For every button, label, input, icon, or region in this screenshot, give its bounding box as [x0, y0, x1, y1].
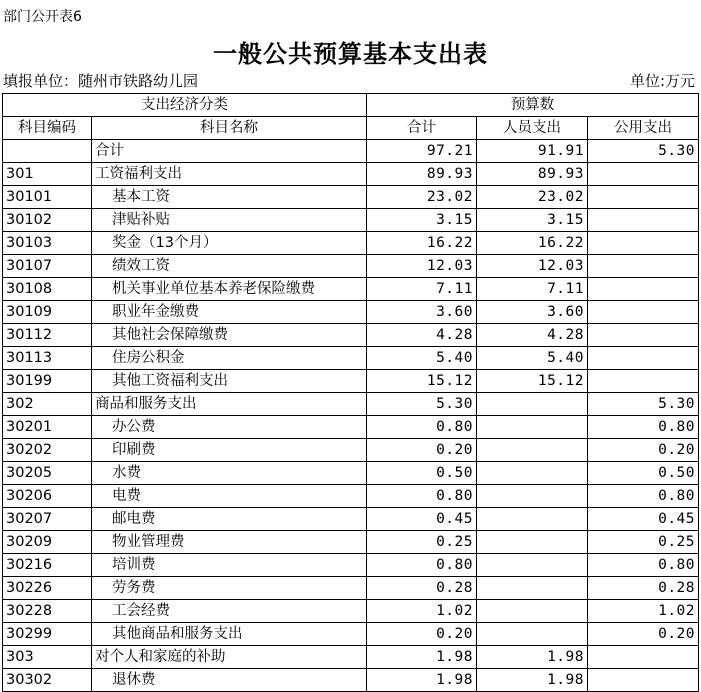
- row-name: 电费: [92, 485, 367, 508]
- row-personnel: [477, 531, 588, 554]
- row-total: 0.45: [367, 508, 477, 531]
- row-code: 30206: [3, 485, 92, 508]
- row-personnel: 3.15: [477, 209, 588, 232]
- row-name: 退休费: [92, 669, 367, 692]
- row-personnel: [477, 623, 588, 646]
- row-name: 培训费: [92, 554, 367, 577]
- page-title: 一般公共预算基本支出表: [213, 39, 488, 68]
- row-code: 30299: [3, 623, 92, 646]
- row-code: 30201: [3, 416, 92, 439]
- row-total: 23.02: [367, 186, 477, 209]
- row-personnel: [477, 600, 588, 623]
- row-code: 301: [3, 163, 92, 186]
- document-label: 部门公开表6: [3, 9, 82, 25]
- row-public: [588, 255, 699, 278]
- row-code: 30216: [3, 554, 92, 577]
- row-public: 0.20: [588, 623, 699, 646]
- row-personnel: 3.60: [477, 301, 588, 324]
- header-row-group: [3, 94, 699, 117]
- row-total: 0.20: [367, 623, 477, 646]
- row-total: 0.50: [367, 462, 477, 485]
- row-personnel: [477, 485, 588, 508]
- row-code: 302: [3, 393, 92, 416]
- row-name: 津贴补贴: [92, 209, 367, 232]
- row-personnel: 89.93: [477, 163, 588, 186]
- row-total: 3.15: [367, 209, 477, 232]
- table-row: [3, 278, 699, 301]
- row-public: [588, 209, 699, 232]
- row-total: 5.40: [367, 347, 477, 370]
- row-public: [588, 301, 699, 324]
- table-row: [3, 209, 699, 232]
- row-public: [588, 646, 699, 669]
- table-row: [3, 531, 699, 554]
- row-code: 30107: [3, 255, 92, 278]
- row-personnel: 1.98: [477, 646, 588, 669]
- row-total: 7.11: [367, 278, 477, 301]
- table-row: [3, 301, 699, 324]
- row-total: 0.80: [367, 485, 477, 508]
- row-name: 邮电费: [92, 508, 367, 531]
- row-code: 30108: [3, 278, 92, 301]
- row-personnel: [477, 577, 588, 600]
- fill-unit: 填报单位：随州市铁路幼儿园: [3, 72, 199, 90]
- row-name: 水费: [92, 462, 367, 485]
- currency-unit: 单位:万元: [629, 72, 695, 90]
- row-code: 30109: [3, 301, 92, 324]
- row-public: [588, 370, 699, 393]
- row-total: 1.02: [367, 600, 477, 623]
- row-public: [588, 324, 699, 347]
- row-code: 30101: [3, 186, 92, 209]
- row-total: 0.28: [367, 577, 477, 600]
- row-total: 0.80: [367, 416, 477, 439]
- table-row: [3, 163, 699, 186]
- row-total: 5.30: [367, 393, 477, 416]
- row-public: 0.28: [588, 577, 699, 600]
- table-row: [3, 140, 699, 163]
- row-name: 对个人和家庭的补助: [92, 646, 367, 669]
- row-total: 1.98: [367, 646, 477, 669]
- table-row: [3, 232, 699, 255]
- table-row: [3, 255, 699, 278]
- table-row: [3, 600, 699, 623]
- row-code: 30302: [3, 669, 92, 692]
- row-personnel: [477, 554, 588, 577]
- row-code: 30202: [3, 439, 92, 462]
- row-public: 0.80: [588, 485, 699, 508]
- row-total: 15.12: [367, 370, 477, 393]
- row-total: 0.20: [367, 439, 477, 462]
- row-total: 4.28: [367, 324, 477, 347]
- row-public: 1.02: [588, 600, 699, 623]
- row-public: 5.30: [588, 140, 699, 163]
- row-name: 基本工资: [92, 186, 367, 209]
- row-personnel: 23.02: [477, 186, 588, 209]
- row-personnel: [477, 393, 588, 416]
- row-name: 合计: [92, 140, 367, 163]
- row-total: 3.60: [367, 301, 477, 324]
- header-group-left: 支出经济分类: [3, 94, 367, 117]
- row-name: 住房公积金: [92, 347, 367, 370]
- table-row: [3, 577, 699, 600]
- row-total: 12.03: [367, 255, 477, 278]
- row-total: 0.25: [367, 531, 477, 554]
- row-public: 0.45: [588, 508, 699, 531]
- row-code: [3, 140, 92, 163]
- table-row: [3, 186, 699, 209]
- header-group-right: 预算数: [367, 94, 699, 117]
- row-personnel: [477, 508, 588, 531]
- row-total: 1.98: [367, 669, 477, 692]
- row-name: 其他工资福利支出: [92, 370, 367, 393]
- row-public: [588, 278, 699, 301]
- header-code: 科目编码: [3, 117, 92, 140]
- row-personnel: 7.11: [477, 278, 588, 301]
- row-code: 30228: [3, 600, 92, 623]
- row-name: 印刷费: [92, 439, 367, 462]
- row-personnel: [477, 462, 588, 485]
- row-name: 物业管理费: [92, 531, 367, 554]
- row-name: 其他商品和服务支出: [92, 623, 367, 646]
- row-public: 0.25: [588, 531, 699, 554]
- row-personnel: 1.98: [477, 669, 588, 692]
- table-row: [3, 623, 699, 646]
- header-name: 科目名称: [92, 117, 367, 140]
- table-row: [3, 462, 699, 485]
- row-name: 工会经费: [92, 600, 367, 623]
- row-personnel: 16.22: [477, 232, 588, 255]
- table-row: [3, 508, 699, 531]
- row-personnel: 5.40: [477, 347, 588, 370]
- row-code: 30209: [3, 531, 92, 554]
- row-public: [588, 163, 699, 186]
- table-row: [3, 370, 699, 393]
- row-code: 30113: [3, 347, 92, 370]
- table-row: [3, 393, 699, 416]
- row-code: 30226: [3, 577, 92, 600]
- row-personnel: [477, 416, 588, 439]
- row-code: 30199: [3, 370, 92, 393]
- row-code: 30112: [3, 324, 92, 347]
- row-code: 30103: [3, 232, 92, 255]
- row-name: 劳务费: [92, 577, 367, 600]
- table-row: [3, 554, 699, 577]
- row-name: 办公费: [92, 416, 367, 439]
- row-code: 30205: [3, 462, 92, 485]
- row-public: [588, 669, 699, 692]
- table-row: [3, 646, 699, 669]
- row-personnel: 4.28: [477, 324, 588, 347]
- header-personnel: 人员支出: [477, 117, 588, 140]
- header-public: 公用支出: [588, 117, 699, 140]
- row-code: 30207: [3, 508, 92, 531]
- row-name: 机关事业单位基本养老保险缴费: [92, 278, 367, 301]
- header-total: 合计: [367, 117, 477, 140]
- row-code: 303: [3, 646, 92, 669]
- budget-table: [2, 93, 699, 692]
- row-name: 职业年金缴费: [92, 301, 367, 324]
- row-public: [588, 232, 699, 255]
- row-personnel: [477, 439, 588, 462]
- table-row: [3, 347, 699, 370]
- row-name: 绩效工资: [92, 255, 367, 278]
- table-row: [3, 416, 699, 439]
- row-name: 其他社会保障缴费: [92, 324, 367, 347]
- row-public: 0.80: [588, 416, 699, 439]
- row-personnel: 15.12: [477, 370, 588, 393]
- table-row: [3, 324, 699, 347]
- row-public: [588, 186, 699, 209]
- row-total: 16.22: [367, 232, 477, 255]
- row-name: 工资福利支出: [92, 163, 367, 186]
- table-row: [3, 439, 699, 462]
- table-row: [3, 485, 699, 508]
- row-code: 30102: [3, 209, 92, 232]
- row-personnel: 12.03: [477, 255, 588, 278]
- row-public: 5.30: [588, 393, 699, 416]
- row-total: 0.80: [367, 554, 477, 577]
- row-name: 商品和服务支出: [92, 393, 367, 416]
- row-total: 97.21: [367, 140, 477, 163]
- table-row: [3, 669, 699, 692]
- row-public: 0.20: [588, 439, 699, 462]
- row-public: [588, 347, 699, 370]
- row-total: 89.93: [367, 163, 477, 186]
- row-name: 奖金（13个月）: [92, 232, 367, 255]
- row-public: 0.50: [588, 462, 699, 485]
- row-public: 0.80: [588, 554, 699, 577]
- row-personnel: 91.91: [477, 140, 588, 163]
- header-row-columns: [3, 117, 699, 140]
